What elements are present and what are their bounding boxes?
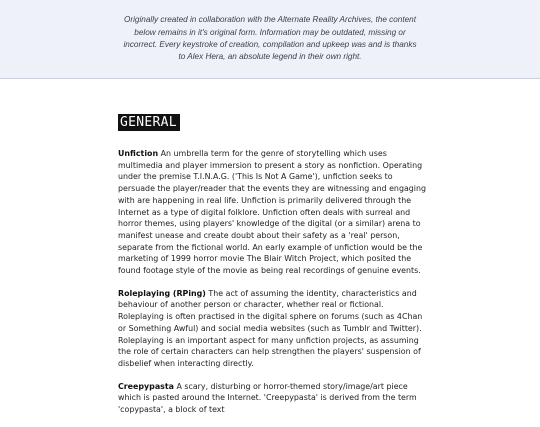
glossary-term: Creepypasta: [118, 381, 174, 391]
glossary-term: Roleplaying (RPing): [118, 288, 206, 298]
glossary-content: [118, 113, 428, 427]
archive-notice-text: Originally created in collaboration with the Alternate Reality Archives, the content below remains in it's original form. Information may be outdated, missing or incorrect. Every keystroke of creation, compilation and upkeep was and is thanks to Alex Hera, an absolute legend in their own right.: [123, 15, 417, 62]
glossary-definition: A scary, disturbing or horror-themed story/image/art piece which is pasted around the Internet. 'Creepypasta' is derived from the term 'copypasta', a block of text: [118, 381, 417, 415]
glossary-definition: An umbrella term for the genre of storytelling which uses multimedia and player immersion to present a story as nonfiction. Operating under the premise T.I.N.A.G. ('This Is Not A Game'), unfiction seeks to persuade the player/reader that the events they are witnessing and engaging with are happening in real life. Unfiction is primarily delivered through the Internet as a type of digital folklore. Unfiction often deals with surreal and horror themes, using players' knowledge of the digital (or a similar) arena to manifest unease and create doubt about their safety as a 'real' person, separate from the fictional world. An early example of unfiction would be the marketing of 1999 horror movie The Blair Witch Project, which posited the found footage style of the movie as being real recordings of genuine events.: [118, 149, 426, 276]
glossary-entry-unfiction: [118, 148, 428, 277]
glossary-entries: [118, 148, 428, 416]
glossary-term: Unfiction: [118, 149, 159, 158]
glossary-definition: The act of assuming the identity, characteristics and behaviour of another person or character, whether real or fictional. Roleplaying is often practised in the digital sphere on forums (such as 4Chan or Something Awful) and social media websites (such as Tumblr and Twitter). Roleplaying is an important aspect for many unfiction projects, as assuming the role of certain characters can help strengthen the players' suspension of disbelief when interacting directly.: [118, 288, 423, 368]
glossary-entry-creepypasta: [118, 381, 428, 416]
archive-notice-banner: [0, 0, 540, 79]
section-title: GENERAL: [118, 114, 180, 131]
glossary-entry-roleplaying: [118, 288, 428, 370]
